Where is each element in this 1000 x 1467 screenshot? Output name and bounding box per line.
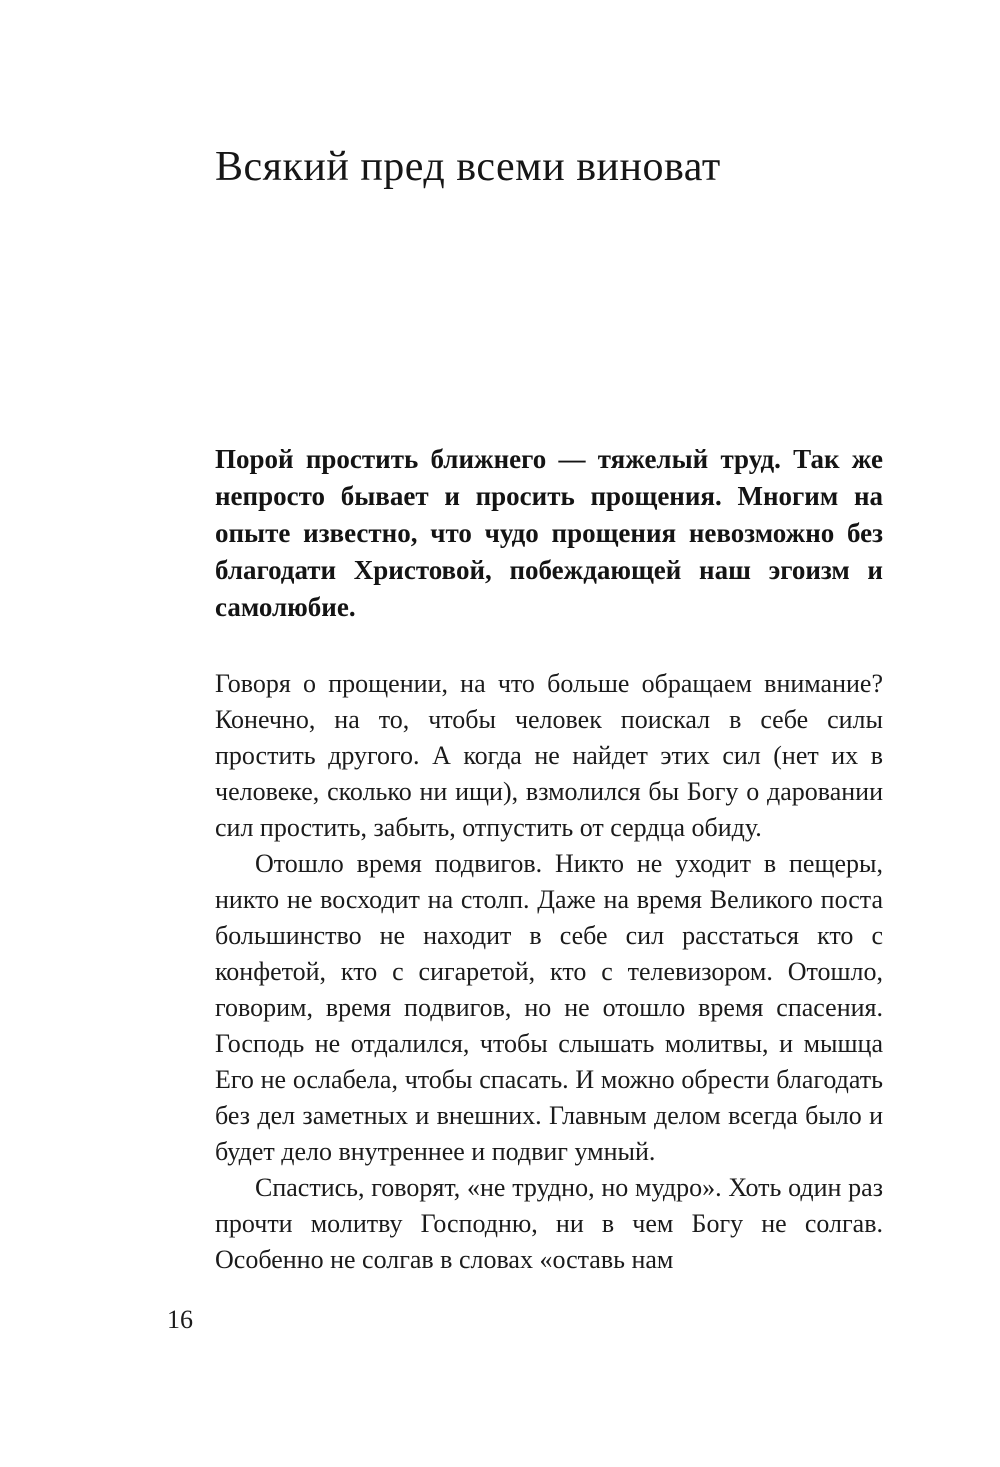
body-paragraph: Говоря о прощении, на что больше обращаем внимание? Конечно, на то, чтобы человек поискал в себе силы простить другого. А когда не найдет этих сил (нет их в человеке, сколько ни ищи), взмолился бы Богу о даровании сил простить, забыть, отпустить от сердца обиду.: [215, 669, 883, 842]
page-number: 16: [167, 1305, 193, 1334]
body-paragraph: Отошло время подвигов. Никто не уходит в пещеры, никто не восходит на столп. Даже на время Великого поста большинство не находит в себе сил расстаться кто с конфетой, кто с сигаретой, кто с телевизором. Отошло, говорим, время подвигов, но не отошло время спасения. Господь не отдалился, чтобы слышать молитвы, и мышца Его не ослабела, чтобы спасать. И можно обрести благодать без дел заметных и внешних. Главным делом всегда было и будет дело внутреннее и подвиг умный.: [215, 849, 883, 1166]
chapter-title: Всякий пред всеми виноват: [215, 144, 721, 190]
text-column: [215, 441, 883, 1278]
body-paragraph: Спастись, говорят, «не трудно, но мудро». Хоть один раз прочти молитву Господню, ни в чем Богу не солгав. Особенно не солгав в словах «оставь нам: [215, 1173, 883, 1274]
lead-paragraph: Порой простить ближнего — тяжелый труд. Так же непросто бывает и просить прощения. Многим на опыте известно, что чудо прощения невозможно без благодати Христовой, побеждающей наш эгоизм и самолюбие.: [215, 444, 883, 622]
